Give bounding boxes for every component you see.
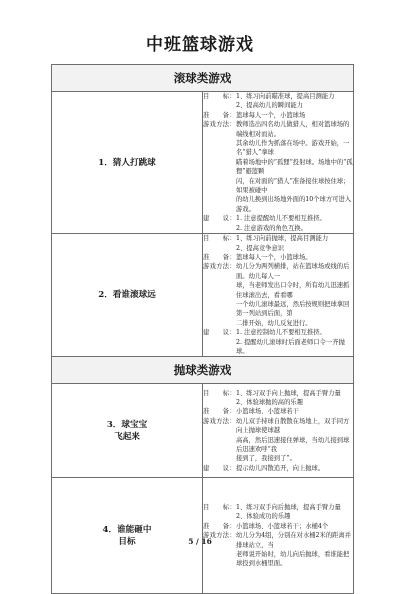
field-label: 目 标： [203,93,236,100]
field-line: 1. 注意控制幼儿不要相互推挤。 [235,329,326,337]
field-line: 瞄着场地中的“孤狸”投射球。场地中的“孤狸”避篮颗 [235,158,353,176]
game-name-line: 3．球宝宝 [106,419,148,430]
detail-field [203,522,353,531]
detail-field [203,503,353,522]
field-label: 游戏方法： [203,532,236,540]
field-line: 高高，然后迅速接住弹球，当幼儿接到球后迅速欢呼“我 [235,436,350,453]
game-details [203,384,354,478]
field-label: 游戏方法： [203,417,236,425]
section-header: 抛球类游戏 [52,357,354,384]
field-label: 准 备： [203,408,236,416]
detail-field [203,262,353,328]
field-line: 2、提高竞争意识 [235,244,285,252]
game-name-line: 目标 [118,536,136,547]
detail-field [203,120,353,214]
field-line: 1、练习向前瞄准球，提高目测能力 [235,93,335,100]
detail-field [203,214,353,233]
detail-field [203,234,353,253]
game-name-line: 1．猜人打跳球 [98,157,156,168]
games-table [51,64,354,594]
field-line: 篮球每人一个，小篮球场。 [235,253,312,261]
field-line: 1、练习向前抛球，提高目测能力 [235,235,329,243]
field-text [236,522,353,531]
field-line: 幼儿分为两列横排，站在篮球场或线的后面。幼儿每人一 [235,263,350,280]
field-label: 游戏方法： [203,121,236,129]
game-name [52,478,203,594]
page-number: 5 / 16 [188,537,212,546]
field-line: 幼儿分为4组，分别在对水桶2米的距离并排球站立，当 [235,532,352,549]
field-text [236,417,353,464]
field-label: 游戏方法： [203,263,236,271]
field-text [236,503,353,522]
field-label: 准 备： [203,522,236,530]
detail-field [203,253,353,262]
field-label: 目 标： [203,389,236,397]
field-line: 2、体验球抛的高的乐趣 [235,398,303,406]
game-details [203,234,354,357]
field-text [236,234,353,253]
game-name [52,92,203,234]
game-row [52,92,354,234]
detail-field [203,328,353,356]
field-text [236,328,353,356]
game-details [203,478,354,594]
field-text [236,92,353,111]
field-label: 准 备： [203,111,236,119]
field-line: 小篮球场、小篮球若干；水桶4个 [235,522,329,530]
field-text [236,262,353,328]
field-line: 教师选出四名幼儿做猎人，相对篮球场的端线相对而站。 [235,121,350,138]
detail-field [203,389,353,408]
field-label: 准 备： [203,253,236,261]
field-label: 目 标： [203,503,236,511]
game-name [52,234,203,357]
field-line: 提示幼儿四散追开，向上抛球。 [235,464,325,472]
game-name-line: 4．谁能砸中 [102,524,152,535]
game-row [52,478,354,594]
field-line: 1. 注意提醒幼儿不要相互推挤。 [235,215,326,223]
field-line: 老师说开始时，幼儿向后抛球，看谁能把球投到水桶里面。 [235,550,350,568]
game-row [52,234,354,357]
field-line: 2. 注意游戏的角色互换。 [235,224,307,232]
field-label: 建 议： [203,329,236,337]
field-line: 1、练习双手向后抛球，提高手臂力量 [235,503,341,511]
field-line: 1、练习双手向上抛球，提高手臂力量 [235,389,341,397]
field-text [236,389,353,408]
field-line: 一个幼儿滚球最远，然后按规则把球拿回第一列站到后面，第 [235,300,350,318]
field-text [236,464,353,473]
field-label: 建 议： [203,464,236,472]
field-text [236,214,353,233]
field-line: 球，当老师发出口令时，所有幼儿迅速抓住球滚出去，看看哪 [235,282,350,299]
detail-field [203,464,353,473]
field-text [236,407,353,416]
field-label: 建 议： [203,215,236,223]
field-line: 二排开始，幼儿反复进行。 [235,319,312,327]
game-name [52,384,203,478]
field-text [236,111,353,120]
field-label: 目 标： [203,235,236,243]
field-line: 接到了，我接到了”。 [235,455,296,463]
detail-field [203,407,353,416]
section-header: 滚球类游戏 [52,65,354,92]
page-title: 中班篮球游戏 [146,35,254,55]
game-row [52,384,354,478]
field-line: 幼儿双手持球自散散在场地上，双手同方向上抛球使球越 [235,417,350,435]
game-name-line: 2．看谁滚球远 [98,290,156,301]
game-name-line: 飞起来 [114,431,140,442]
field-line: 2、提高幼儿的瞬间能力 [235,102,303,110]
detail-field [203,92,353,111]
field-line: 2. 提醒幼儿滚球时后面老师口令一齐抛球。 [235,338,345,355]
detail-field [203,111,353,120]
field-text [236,253,353,262]
field-line: 闪，在对面的“猎人”准备接住球按住球；如果被碰中 [235,177,350,195]
field-line: 其余幼儿作为抓落在场中。游戏开始，一名“猎人”拿球 [235,140,350,157]
field-line: 篮球每人一个，小篮球场 [235,111,306,119]
field-text [236,120,353,214]
detail-field [203,417,353,464]
game-details [203,92,354,234]
field-line: 的幼儿换到出场地外面的10个球方可进入游戏。 [235,196,352,213]
field-line: 2、体验成功的乐趣 [235,513,291,521]
field-line: 小篮球场、小篮球若干 [235,408,299,416]
